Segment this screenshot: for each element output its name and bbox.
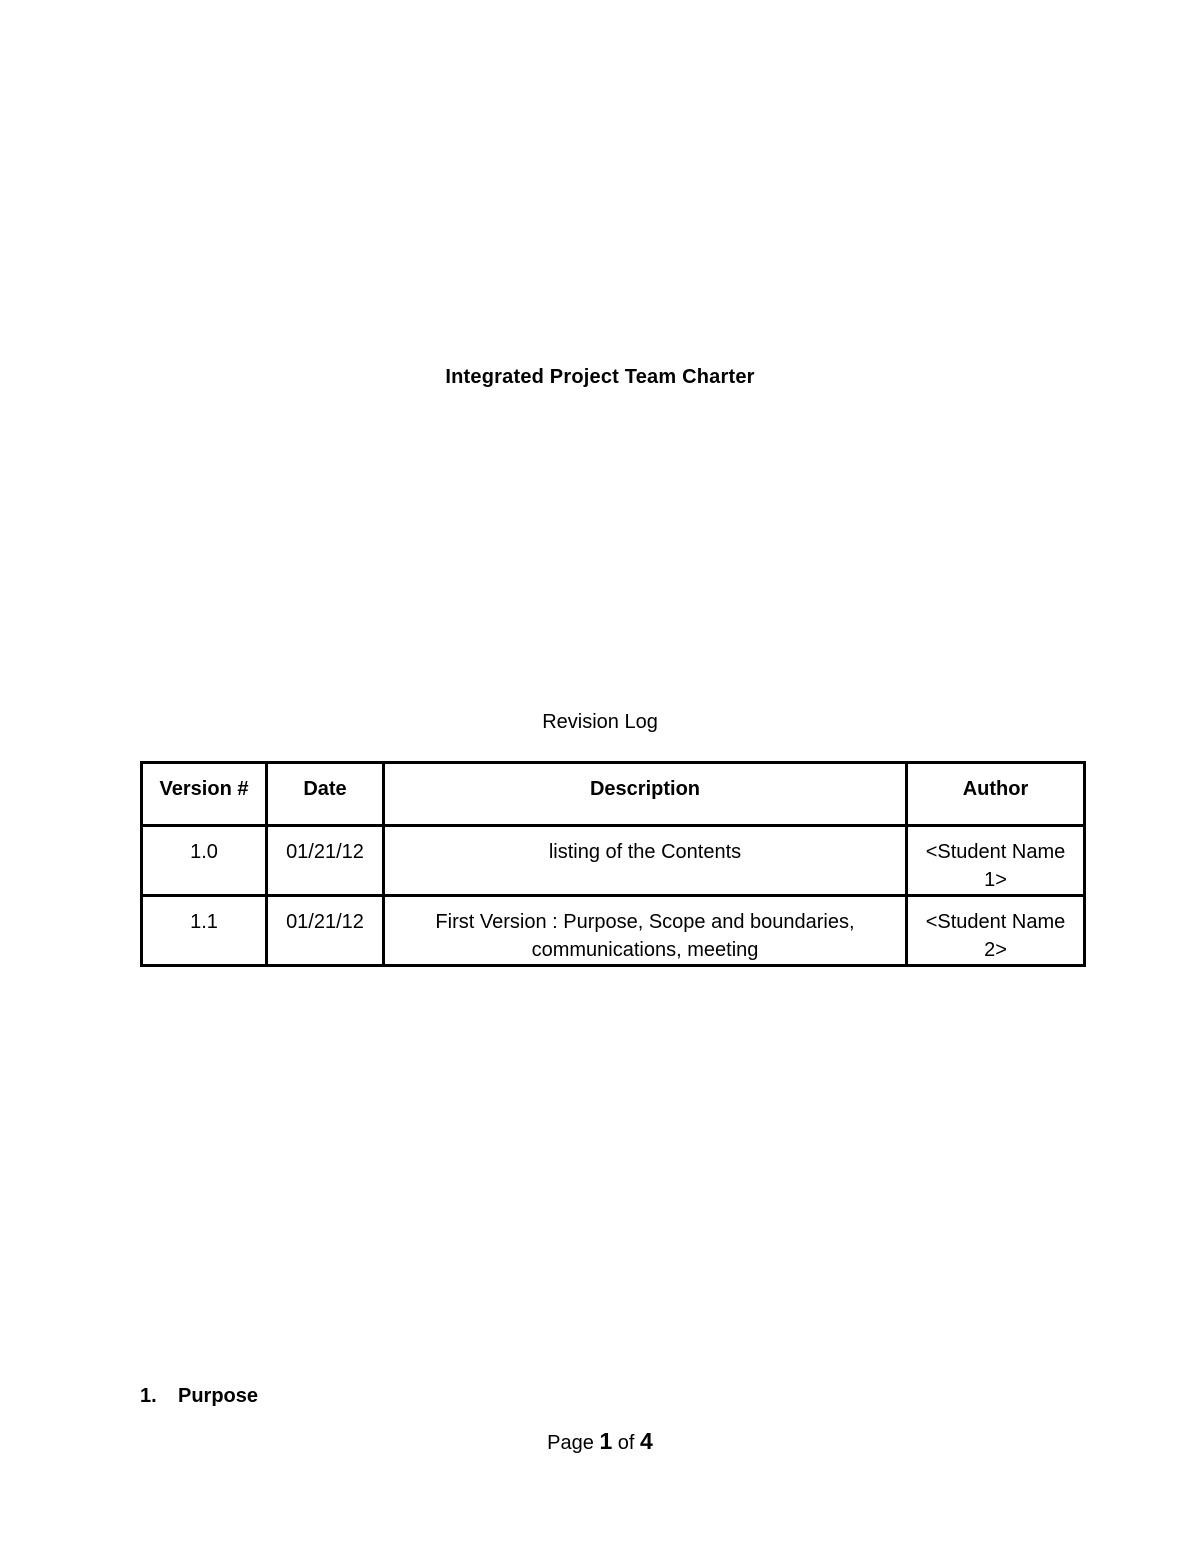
document-title: Integrated Project Team Charter [445,366,755,388]
cell-description: First Version : Purpose, Scope and boundaries, communications, meeting [384,896,907,966]
cell-author: <Student Name 2> [907,896,1085,966]
cell-date: 01/21/12 [267,826,384,896]
column-header-date: Date [267,763,384,826]
page-of-label: of [617,1432,635,1454]
section-title: Purpose [178,1385,259,1407]
table-header-row [142,763,1085,826]
page-total-number: 4 [640,1428,653,1454]
table-row [142,826,1085,896]
cell-author: <Student Name 1> [907,826,1085,896]
cell-description: listing of the Contents [384,826,907,896]
page-current-number: 1 [599,1428,613,1454]
page-footer [0,1428,1200,1455]
section-number: 1. [140,1385,157,1407]
revision-log-caption: Revision Log [542,711,658,733]
revision-log-table [140,761,1086,967]
column-header-description: Description [384,763,907,826]
column-header-author: Author [907,763,1085,826]
cell-version: 1.1 [142,896,267,966]
page-label: Page [547,1432,594,1454]
column-header-version: Version # [142,763,267,826]
cell-date: 01/21/12 [267,896,384,966]
table-row [142,896,1085,966]
section-heading-purpose [140,1385,258,1408]
cell-version: 1.0 [142,826,267,896]
